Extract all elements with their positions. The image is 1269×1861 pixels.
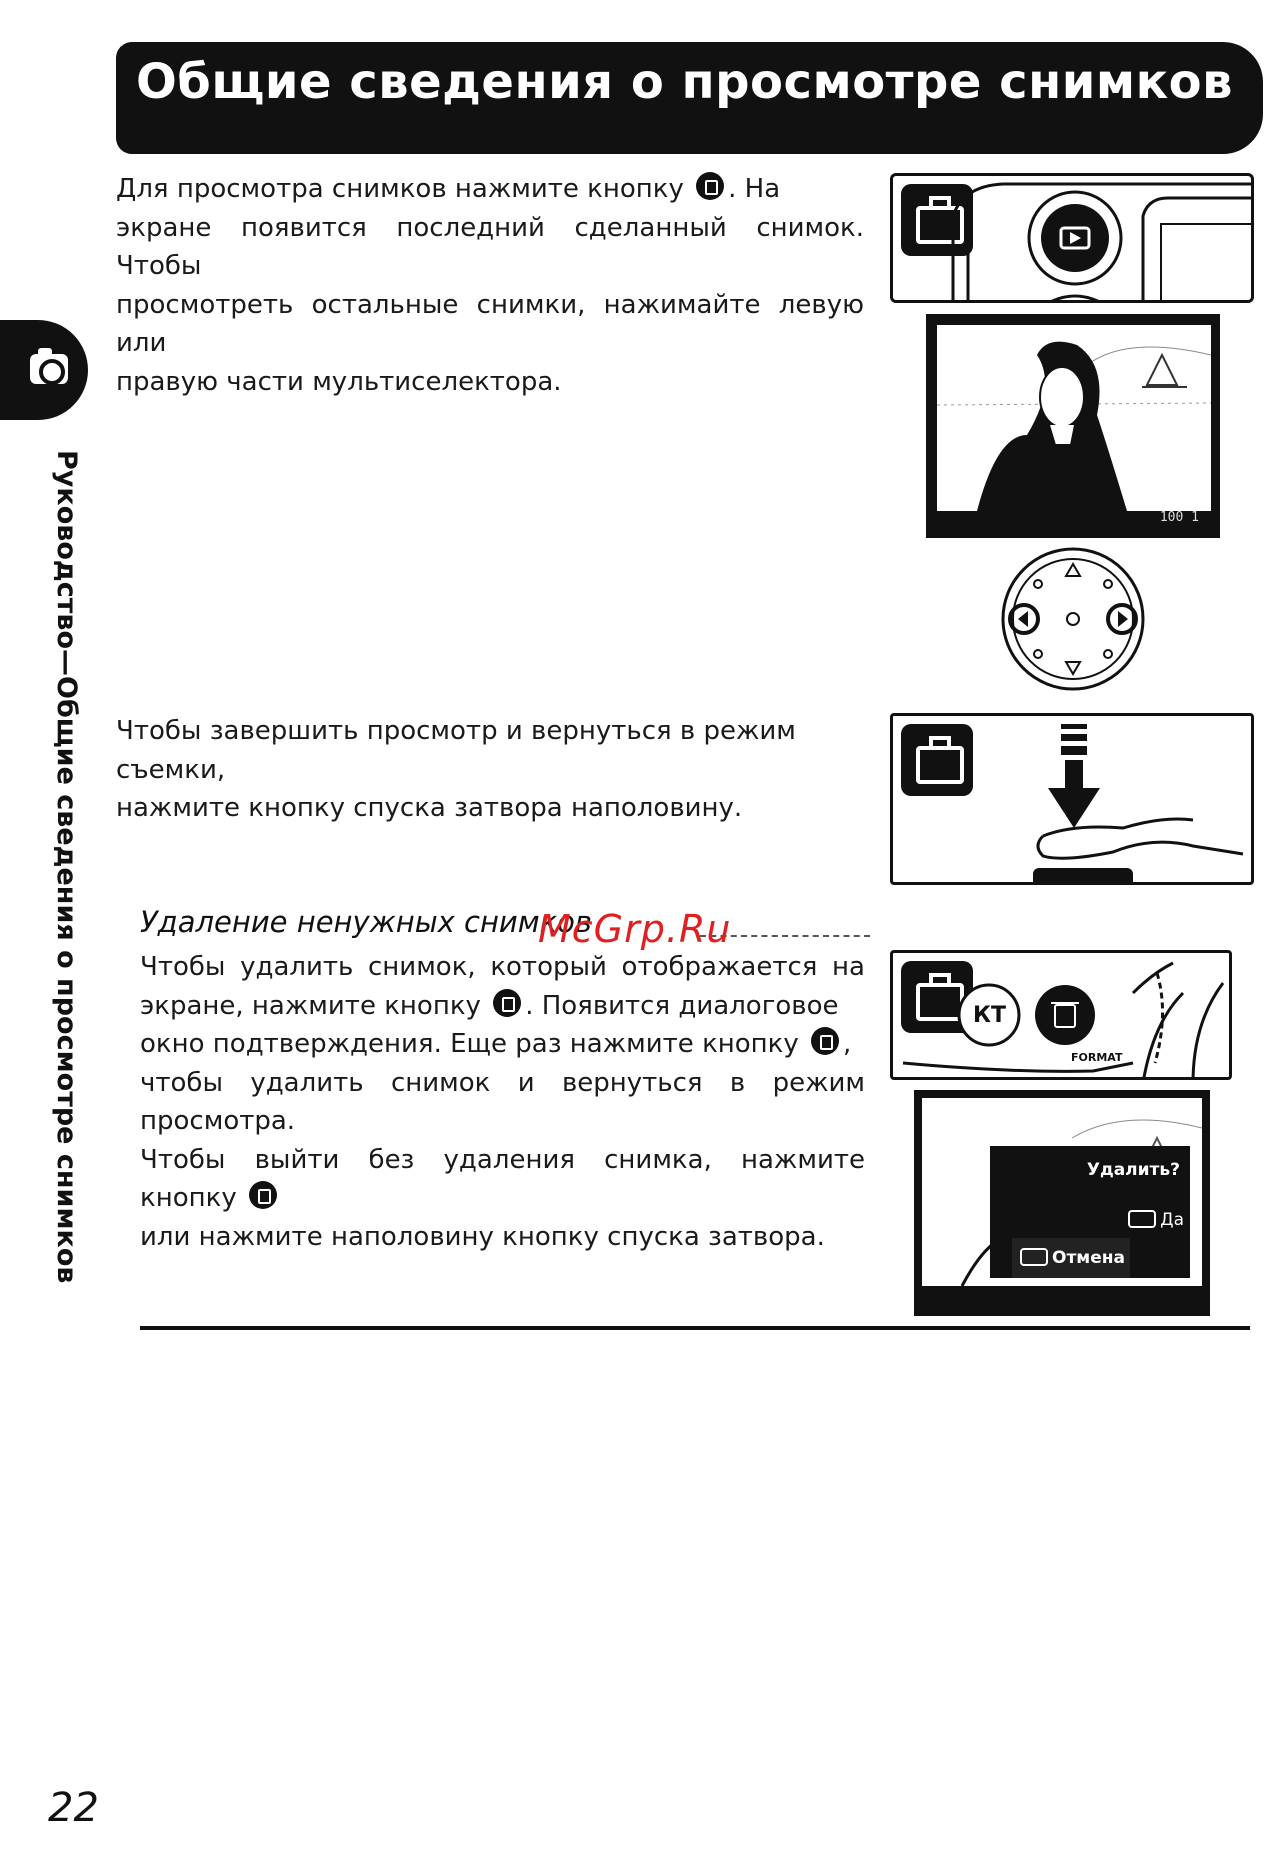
- text-line: экране, нажмите кнопку: [140, 990, 481, 1021]
- text-line: окно подтверждения. Еще раз нажмите кнопку: [140, 1029, 799, 1059]
- text-line: Для просмотра снимков нажмите кнопку: [116, 174, 684, 204]
- camera-icon: [30, 354, 68, 384]
- delete-confirm-label: Да: [1160, 1210, 1184, 1230]
- text-line: Чтобы выйти без удаления снимка, нажмите кнопку: [140, 1144, 865, 1213]
- playback-key-icon: [1020, 1248, 1048, 1266]
- section-heading-delete: Удаление ненужных снимков: [140, 905, 593, 939]
- delete-cancel-option[interactable]: [1012, 1238, 1130, 1278]
- text-line: или нажмите наполовину кнопку спуска затвора.: [140, 1221, 825, 1252]
- delete-cancel-label: Отмена: [1052, 1248, 1125, 1268]
- section-divider: [140, 1326, 1250, 1330]
- text-line: экране появится последний сделанный снимок. Чтобы: [116, 212, 864, 281]
- multi-selector-illustration: [1000, 546, 1146, 692]
- side-section-label: Руководство—Общие сведения о просмотре снимков: [51, 450, 82, 1284]
- delete-instructions: [140, 948, 865, 1256]
- text-line: чтобы удалить снимок и вернуться в режим просмотра.: [140, 1067, 865, 1136]
- text-line: нажмите кнопку спуска затвора наполовину.: [116, 793, 743, 823]
- text-line: правую части мультиселектора.: [116, 366, 562, 397]
- section-tab: [0, 320, 88, 420]
- finger-press-drawing: [893, 716, 1254, 885]
- ok-button-label: КТ: [973, 1003, 1006, 1028]
- camera-playback-button-illustration: [890, 173, 1254, 303]
- delete-confirmation-screen: [914, 1090, 1210, 1316]
- page-title: Общие сведения о просмотре снимков: [136, 54, 1234, 110]
- playback-screen-illustration: [926, 314, 1220, 538]
- delete-question: Удалить?: [1086, 1160, 1180, 1180]
- text-line: Чтобы удалить снимок, который отображается на: [140, 952, 865, 982]
- delete-button-icon: [811, 1027, 839, 1055]
- text-line: . На: [728, 174, 781, 204]
- text-line: Чтобы завершить просмотр и вернуться в режим съемки,: [116, 716, 796, 785]
- playback-button-icon: [696, 172, 724, 200]
- trash-key-icon: [1128, 1210, 1156, 1228]
- exit-playback-instructions: [116, 712, 876, 828]
- camera-back-drawing: [893, 176, 1254, 303]
- delete-confirm-option[interactable]: [1128, 1210, 1184, 1230]
- title-bar: [116, 42, 1263, 154]
- playback-button-icon: [249, 1181, 277, 1209]
- text-line: просмотреть остальные снимки, нажимайте левую или: [116, 289, 864, 358]
- delete-button-icon: [493, 989, 521, 1017]
- text-line: . Появится диалоговое: [525, 990, 839, 1021]
- watermark: McGrp.Ru: [538, 907, 732, 951]
- page-number: 22: [48, 1785, 99, 1831]
- camera-delete-button-illustration: [890, 950, 1232, 1080]
- playback-instructions: [116, 170, 864, 401]
- shutter-half-press-illustration: [890, 713, 1254, 885]
- photo-preview: [937, 325, 1211, 511]
- portrait-photo: [937, 325, 1211, 511]
- text-line: ,: [843, 1029, 852, 1059]
- format-label: FORMAT: [1071, 1051, 1123, 1064]
- camera-top-drawing: [893, 953, 1232, 1080]
- image-counter: 100 1: [1159, 510, 1199, 525]
